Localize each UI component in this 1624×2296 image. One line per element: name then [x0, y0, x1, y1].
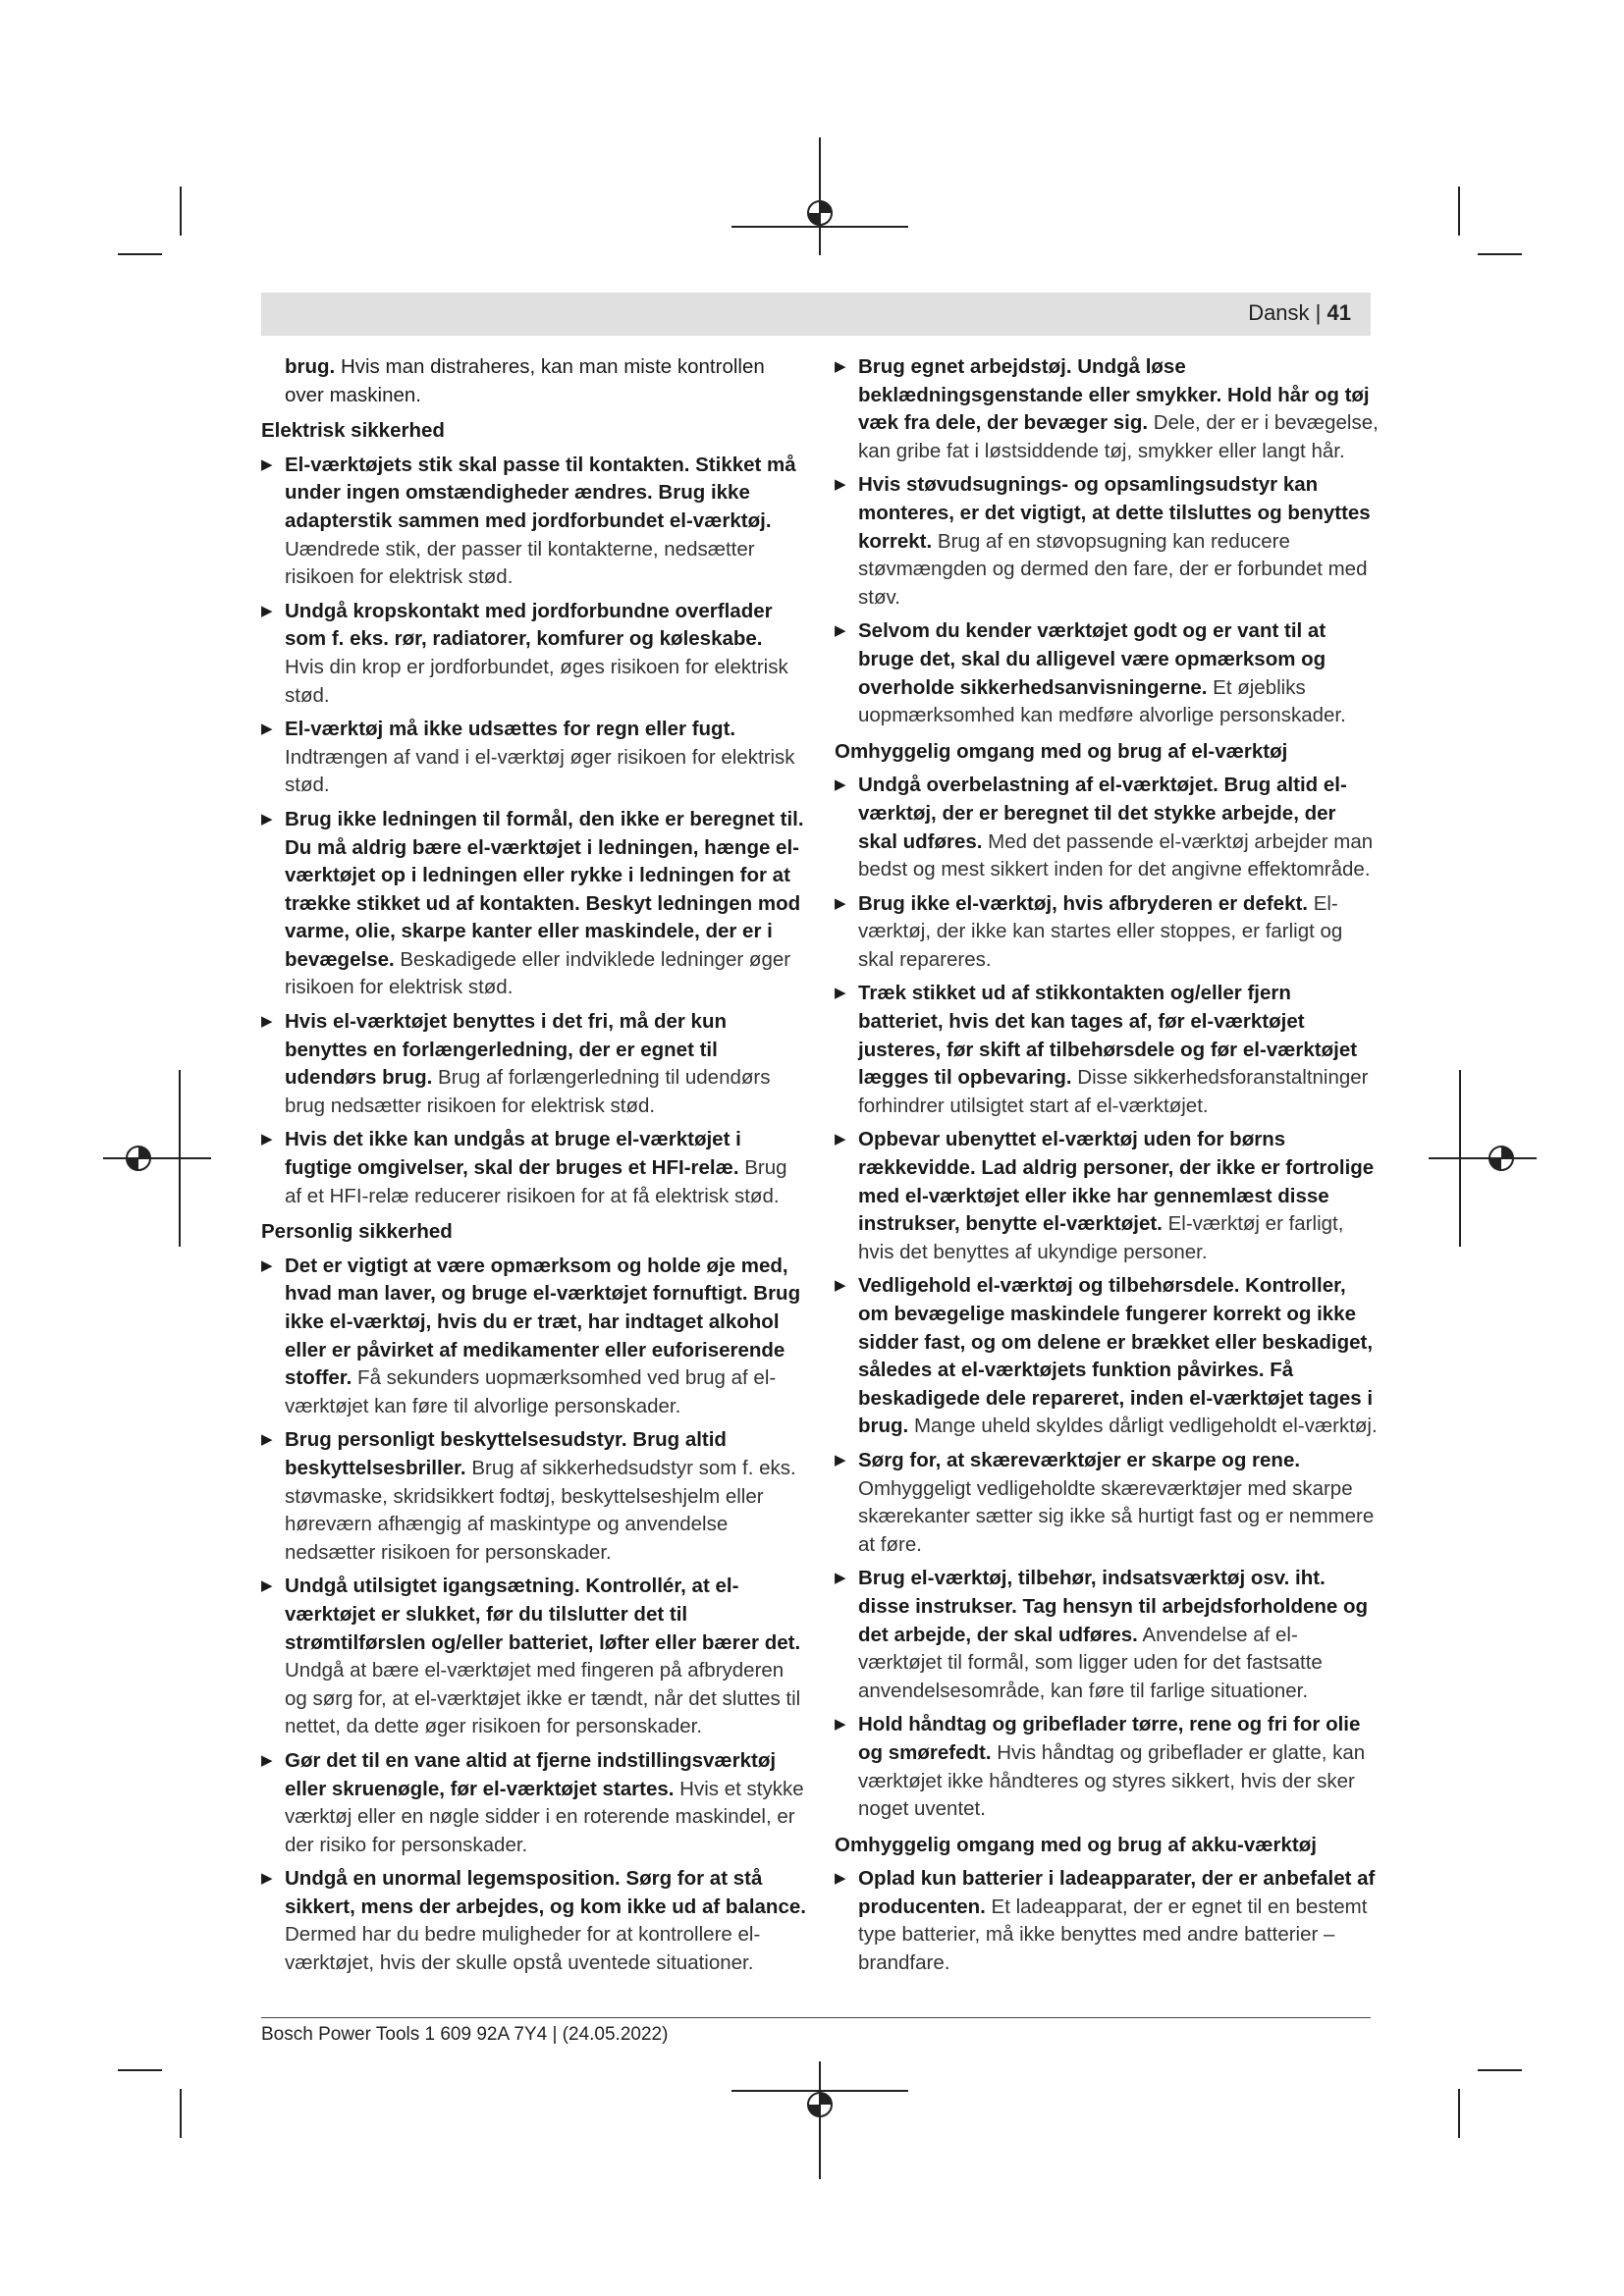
list-item: ▶ Sørg for, at skæreværktøjer er skarpe og rene. Omhyggeligt vedligeholdte skæreværktøjer med skarpe skærekanter sætter sig ikke så hurtigt fast og er nemmere at føre.: [835, 1448, 1375, 1556]
bullet-triangle-icon: ▶: [835, 985, 846, 1002]
crop-mark-top-right-v: [1458, 187, 1460, 236]
bullet-triangle-icon: ▶: [835, 1716, 846, 1734]
crop-mark-bottom-right-h: [1478, 2069, 1522, 2071]
crop-mark-bottom-left-h: [118, 2069, 162, 2071]
bullet-triangle-icon: ▶: [261, 1131, 273, 1148]
list-item: ▶ Hvis støvudsugnings- og opsamlingsudstyr kan monteres, er det vigtigt, at dette tilsluttes og benyttes korrekt. Brug af en støvopsugning kan reducere støvmængden og dermed den fare, der er forbundet med støv.: [835, 473, 1371, 609]
bullet-triangle-icon: ▶: [835, 622, 846, 640]
header-separator: |: [1315, 300, 1322, 325]
list-item: ▶ Brug personligt beskyttelsesudstyr. Brug altid beskyttelsesbriller. Brug af sikkerhedsudstyr som f. eks. støvmaske, skridsikkert fodtøj, beskyttelseshjelm eller høreværn afhængig af maskintype og anvendelse nedsætter risikoen for personskader.: [261, 1428, 796, 1564]
list-item: ▶ Undgå utilsigtet igangsætning. Kontrollér, at el-værktøjet er slukket, før du tilslutter det til strømtilførslen og/eller batteriet, løfter eller bærer det. Undgå at bære el-værktøjet med fingeren på afbryderen og sørg for, at el-værktøjet ikke er tændt, når det sluttes til nettet, da dette øger risikoen for personskader.: [261, 1575, 801, 1738]
list-item: ▶ Oplad kun batterier i ladeapparater, der er anbefalet af producenten. Et ladeapparat, der er egnet til en bestemt type batterier, må ikke benyttes med andre batterier – brandfare.: [835, 1867, 1376, 1975]
right-column: [835, 353, 1380, 1984]
bullet-triangle-icon: ▶: [835, 358, 846, 375]
bullet-triangle-icon: ▶: [835, 1131, 846, 1148]
list-item: ▶ Hold håndtag og gribeflader tørre, rene og fri for olie og smørefedt. Hvis håndtag og gribeflader er glatte, kan værktøjet ikke håndteres og styres sikkert, hvis der sker noget uventet.: [835, 1713, 1366, 1821]
registration-mark-right-icon: [1429, 1065, 1537, 1252]
section-heading: Personlig sikkerhed: [261, 1220, 453, 1244]
list-item: ▶ Brug el-værktøj, tilbehør, indsatsværktøj osv. iht. disse instrukser. Tag hensyn til arbejdsforholdene og det arbejde, der skal udføres. Anvendelse af el-værktøjet til formål, som ligger uden for det fastsatte anvendelsesområde, kan føre til farlige situationer.: [835, 1567, 1369, 1702]
bullet-triangle-icon: ▶: [261, 721, 273, 738]
bullet-triangle-icon: ▶: [261, 1013, 273, 1031]
list-item: ▶ Træk stikket ud af stikkontakten og/eller fjern batteriet, hvis det kan tages af, før el-værktøjet justeres, før skift af tilbehørsdele og før el-værktøjet lægges til opbevaring. Disse sikkerhedsforanstaltninger forhindrer utilsigtet start af el-værktøjet.: [835, 982, 1369, 1117]
registration-mark-left-icon: [103, 1065, 211, 1252]
list-item: ▶ El-værktøj må ikke udsættes for regn eller fugt. Indtrængen af vand i el-værktøj øger risikoen for elektrisk stød.: [261, 718, 795, 797]
list-item: ▶ Det er vigtigt at være opmærksom og holde øje med, hvad man laver, og bruge el-værktøjet fornuftigt. Brug ikke el-værktøj, hvis du er træt, har indtaget alkohol eller er påvirket af medikamenter eller euforiserende stoffer. Få sekunders uopmærksomhed ved brug af el-værktøjet kan føre til alvorlige personskader.: [261, 1254, 801, 1417]
bullet-triangle-icon: ▶: [835, 1570, 846, 1587]
header-language: Dansk: [1248, 300, 1310, 325]
list-item: ▶ Brug ikke el-værktøj, hvis afbryderen er defekt. El-værktøj, der ikke kan startes eller stoppes, er farligt og skal repareres.: [835, 891, 1343, 971]
bullet-triangle-icon: ▶: [835, 1451, 846, 1468]
footer-text: Bosch Power Tools 1 609 92A 7Y4 | (24.05.2022): [261, 2024, 669, 2045]
intro-paragraph: brug. Hvis man distraheres, kan man miste kontrollen over maskinen.: [285, 355, 765, 406]
list-item: ▶ Undgå overbelastning af el-værktøjet. Brug altid el-værktøj, der er beregnet til det stykke arbejde, der skal udføres. Med det passende el-værktøj arbejder man bedst og mest sikkert inden for det angivne effektområde.: [835, 774, 1374, 881]
bullet-triangle-icon: ▶: [261, 1256, 273, 1274]
crop-mark-top-left-v: [180, 187, 182, 236]
header-label: [1248, 300, 1351, 326]
crop-mark-top-left-h: [118, 253, 162, 255]
list-item: ▶ Hvis det ikke kan undgås at bruge el-værktøjet i fugtige omgivelser, skal der bruges et HFI-relæ. Brug af et HFI-relæ reducerer risikoen for at få elektrisk stød.: [261, 1128, 787, 1207]
left-column: [261, 353, 806, 1984]
bullet-triangle-icon: ▶: [261, 810, 273, 828]
crop-mark-bottom-right-v: [1458, 2089, 1460, 2138]
list-item: ▶ El-værktøjets stik skal passe til kontakten. Stikket må under ingen omstændigheder ændres. Brug ikke adapterstik sammen med jordforbundet el-værktøj. Uændrede stik, der passer til kontakterne, nedsætter risikoen for elektrisk stød.: [261, 453, 796, 589]
bullet-triangle-icon: ▶: [835, 894, 846, 912]
crop-mark-top-right-h: [1478, 253, 1522, 255]
page-header: [261, 293, 1371, 336]
bullet-triangle-icon: ▶: [261, 455, 273, 473]
bullet-triangle-icon: ▶: [261, 1431, 273, 1449]
bullet-triangle-icon: ▶: [261, 1577, 273, 1595]
bullet-triangle-icon: ▶: [835, 476, 846, 494]
registration-mark-top-icon: [727, 137, 913, 255]
bullet-triangle-icon: ▶: [835, 776, 846, 794]
bullet-triangle-icon: ▶: [261, 1870, 273, 1888]
list-item: ▶ Gør det til en vane altid at fjerne indstillingsværktøj eller skruenøgle, før el-værktøjet startes. Hvis et stykke værktøj eller en nøgle sidder i en roterende maskindel, er der risiko for personskader.: [261, 1748, 804, 1856]
section-heading: Omhyggelig omgang med og brug af akku-værktøj: [835, 1833, 1317, 1856]
list-item: ▶ Opbevar ubenyttet el-værktøj uden for børns rækkevidde. Lad aldrig personer, der ikke er fortrolige med el-værktøjet eller ikke har gennemlæst disse instrukser, benytte el-værktøjet. El-værktøj er farligt, hvis det benyttes af ukyndige personer.: [835, 1128, 1375, 1263]
bullet-triangle-icon: ▶: [835, 1870, 846, 1888]
bullet-triangle-icon: ▶: [261, 1751, 273, 1769]
list-item: ▶ Undgå kropskontakt med jordforbundne overflader som f. eks. rør, radiatorer, komfurer og køleskabe. Hvis din krop er jordforbundet, øges risikoen for elektrisk stød.: [261, 599, 788, 707]
bullet-triangle-icon: ▶: [835, 1277, 846, 1295]
bullet-triangle-icon: ▶: [261, 602, 273, 619]
crop-mark-bottom-left-v: [180, 2089, 182, 2138]
section-heading: Omhyggelig omgang med og brug af el-værktøj: [835, 739, 1288, 763]
list-item: ▶ Brug ikke ledningen til formål, den ikke er beregnet til. Du må aldrig bære el-værktøjet i ledningen, hænge el-værktøjet op i ledningen eller rykke i ledningen for at trække stikket ud af kontakten. Beskyt ledningen mod varme, olie, skarpe kanter eller maskindele, der er i bevægelse. Beskadigede eller indviklede ledninger øger risikoen for elektrisk stød.: [261, 807, 804, 999]
list-item: ▶ Selvom du kender værktøjet godt og er vant til at bruge det, skal du alligevel være opmærksom og overholde sikkerhedsanvisningerne. Et øjebliks uopmærksomhed kan medføre alvorlige personskader.: [835, 619, 1346, 727]
registration-mark-bottom-icon: [727, 2061, 913, 2179]
footer-rule: [261, 2017, 1371, 2018]
list-item: ▶ Undgå en unormal legemsposition. Sørg for at stå sikkert, mens der arbejdes, og kom ikke ud af balance. Dermed har du bedre muligheder for at kontrollere el-værktøjet, hvis der skulle opstå uventede situationer.: [261, 1867, 806, 1975]
list-item: ▶ Hvis el-værktøjet benyttes i det fri, må der kun benyttes en forlængerledning, der er egnet til udendørs brug. Brug af forlængerledning til udendørs brug nedsætter risikoen for elektrisk stød.: [261, 1010, 771, 1117]
list-item: ▶ Vedligehold el-værktøj og tilbehørsdele. Kontroller, om bevægelige maskindele fungerer korrekt og ikke sidder fast, og om delene er brækket eller beskadiget, således at el-værktøjets funktion påvirkes. Få beskadigede dele repareret, inden el-værktøjet tages i brug. Mange uheld skyldes dårligt vedligeholdt el-værktøj.: [835, 1274, 1378, 1438]
section-heading: Elektrisk sikkerhed: [261, 419, 445, 443]
list-item: ▶ Brug egnet arbejdstøj. Undgå løse beklædningsgenstande eller smykker. Hold hår og tøj væk fra dele, der bevæger sig. Dele, der er i bevægelse, kan gribe fat i løstsiddende tøj, smykker eller langt hår.: [835, 355, 1379, 462]
page-number: 41: [1326, 300, 1351, 325]
